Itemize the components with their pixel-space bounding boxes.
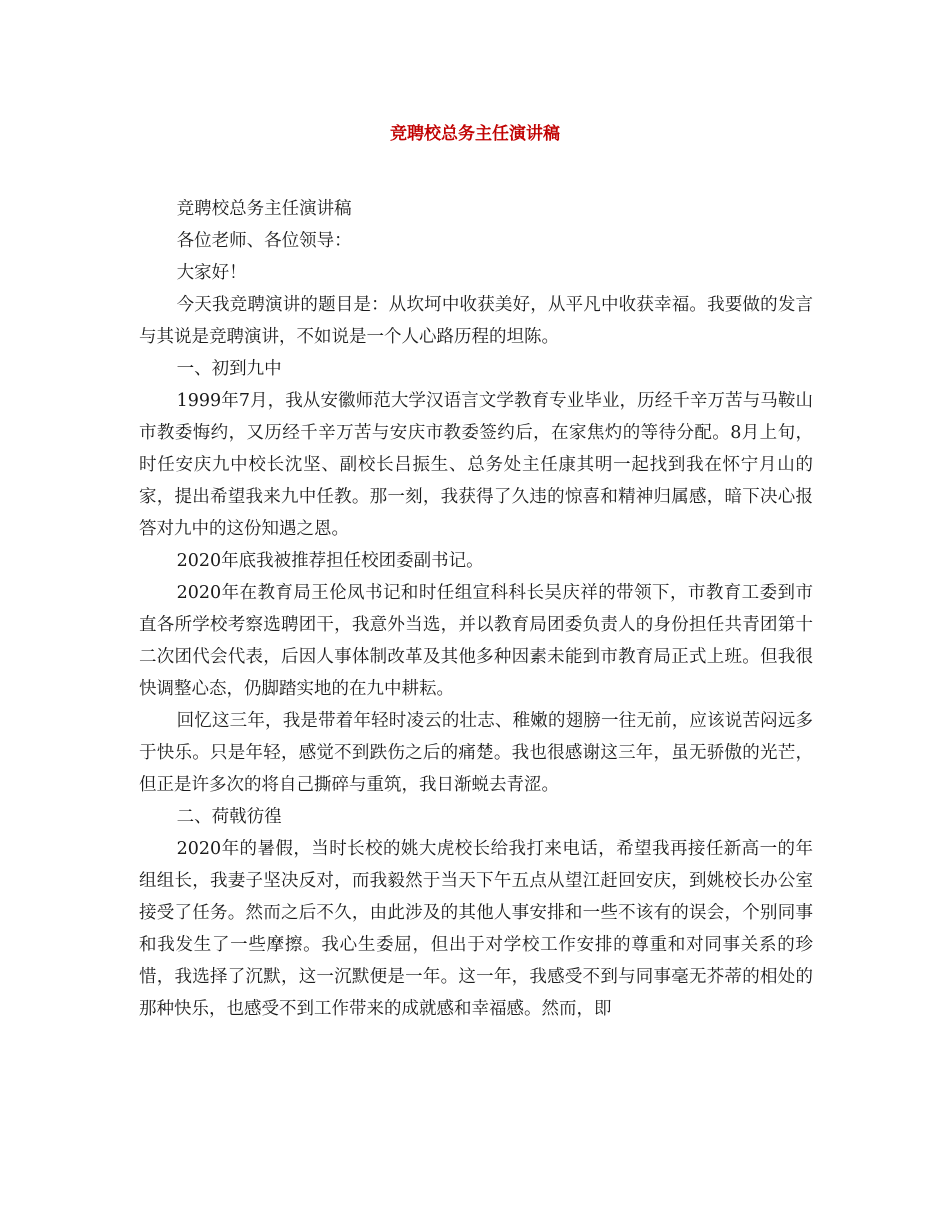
paragraph: 2020年在教育局王伦凤书记和时任组宣科科长吴庆祥的带领下，市教育工委到市直各所学校考察选聘团干，我意外当选，并以教育局团委负责人的身份担任共青团第十二次团代会代表，后因人事体制改革及其他多种因素未能到市教育局正式上班。但我很快调整心态，仍脚踏实地的在九中耕耘。: [139, 583, 813, 699]
paragraph: 各位老师、各位领导：: [176, 231, 352, 251]
section-heading: 二、荷戟彷徨: [176, 807, 282, 827]
document-body: [139, 193, 813, 1025]
document-title: 竞聘校总务主任演讲稿: [390, 124, 560, 144]
paragraph: 回忆这三年，我是带着年轻时凌云的壮志、稚嫩的翅膀一往无前，应该说苦闷远多于快乐。只是年轻，感觉不到跌伤之后的痛楚。我也很感谢这三年，虽无骄傲的光芒，但正是许多次的将自己撕碎与重筑，我日渐蜕去青涩。: [139, 711, 813, 795]
paragraph: 今天我竞聘演讲的题目是：从坎坷中收获美好，从平凡中收获幸福。我要做的发言与其说是竞聘演讲，不如说是一个人心路历程的坦陈。: [139, 295, 813, 347]
paragraph: 大家好！: [176, 263, 247, 283]
section-heading: 一、初到九中: [176, 359, 282, 379]
paragraph: 竞聘校总务主任演讲稿: [176, 199, 352, 219]
paragraph: 2020年底我被推荐担任校团委副书记。: [176, 551, 484, 571]
paragraph: 1999年7月，我从安徽师范大学汉语言文学教育专业毕业，历经千辛万苦与马鞍山市教委悔约，又历经千辛万苦与安庆市教委签约后，在家焦灼的等待分配。8月上旬，时任安庆九中校长沈坚、副校长吕振生、总务处主任康其明一起找到我在怀宁月山的家，提出希望我来九中任教。那一刻，我获得了久违的惊喜和精神归属感，暗下决心报答对九中的这份知遇之恩。: [139, 391, 813, 539]
paragraph: 2020年的暑假，当时长校的姚大虎校长给我打来电话，希望我再接任新高一的年组组长，我妻子坚决反对，而我毅然于当天下午五点从望江赶回安庆，到姚校长办公室接受了任务。然而之后不久，由此涉及的其他人事安排和一些不该有的误会，个别同事和我发生了一些摩擦。我心生委屈，但出于对学校工作安排的尊重和对同事关系的珍惜，我选择了沉默，这一沉默便是一年。这一年，我感受不到与同事毫无芥蒂的相处的那种快乐，也感受不到工作带来的成就感和幸福感。然而，即: [139, 839, 813, 1019]
